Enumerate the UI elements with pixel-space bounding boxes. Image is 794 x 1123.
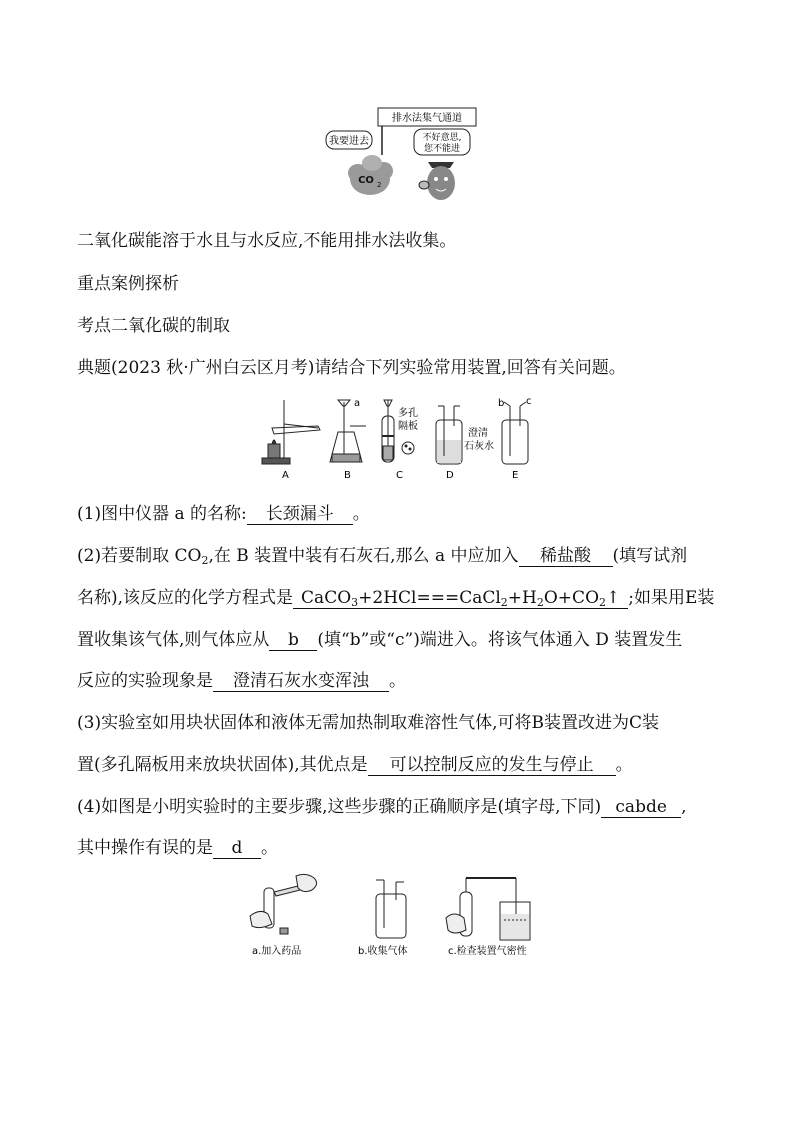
- apparatus-a: [262, 400, 320, 464]
- question-2-line-1: (2)若要制取 $CO_2$,在 B 装置中装有石灰石,那么 a 中应加入 稀盐酸 (填写试剂: [77, 546, 688, 567]
- question-3-line-1: (3)实验室如用块状固体和液体无需加热制取难溶性气体,可将B装置改进为C装: [77, 713, 659, 733]
- apparatus-e: [502, 402, 528, 464]
- apparatus-b: [330, 400, 366, 462]
- answer-blank: 可以控制反应的发生与停止: [368, 755, 616, 776]
- step-a-illustration: [250, 874, 317, 934]
- label-limewater-2: 石灰水: [464, 441, 494, 452]
- label-porous-1: 多孔: [398, 408, 418, 419]
- answer-blank: cabde: [601, 797, 681, 818]
- apparatus-d: [436, 406, 462, 464]
- heading-topic: 考点二氧化碳的制取: [77, 316, 230, 336]
- answer-blank: 长颈漏斗: [247, 504, 353, 525]
- question-3-line-2: 置(多孔隔板用来放块状固体),其优点是 可以控制反应的发生与停止 。: [77, 755, 633, 775]
- question-intro: 典题(2023 秋·广州白云区月考)请结合下列实验常用装置,回答有关问题。: [77, 358, 626, 378]
- cloud-label: CO: [358, 175, 374, 186]
- answer-blank-equation: $CaCO_3+2HCl===CaCl_2+H_2O+CO_2↑$: [293, 588, 628, 609]
- question-4-line-2: 其中操作有误的是 d 。: [77, 838, 278, 858]
- question-4-line-1: (4)如图是小明实验时的主要步骤,这些步骤的正确顺序是(填字母,下同) cabde ,: [77, 797, 687, 817]
- cloud-sub: 2: [377, 181, 382, 189]
- label-limewater-1: 澄清: [468, 428, 488, 439]
- steps-figure: [246, 868, 546, 960]
- label-port-b: b: [498, 398, 505, 409]
- question-2-line-2: 名称),该反应的化学方程式是 $CaCO_3+2HCl===CaCl_2+H_2O+CO_2↑$ ;如果用E装: [77, 588, 715, 609]
- heading-case-study: 重点案例探析: [77, 274, 179, 294]
- sign-text: 排水法集气通道: [392, 113, 462, 124]
- label-apparatus-c: C: [396, 470, 403, 481]
- step-c-caption: c.检查装置气密性: [448, 946, 527, 957]
- paragraph-co2-solubility: 二氧化碳能溶于水且与水反应,不能用排水法收集。: [77, 231, 457, 251]
- left-bubble-text: 我要进去: [329, 136, 369, 147]
- step-b-illustration: [376, 880, 406, 938]
- label-apparatus-e: E: [512, 470, 519, 481]
- water-guard-figure: [419, 162, 455, 200]
- label-port-c: c: [526, 396, 532, 407]
- right-bubble-line1: 不好意思,: [422, 133, 462, 143]
- answer-blank: 澄清石灰水变浑浊: [213, 671, 389, 692]
- step-b-caption: b.收集气体: [358, 946, 408, 957]
- answer-blank: b: [269, 630, 317, 651]
- label-porous-2: 隔板: [398, 421, 418, 432]
- question-2-line-3: 置收集该气体,则气体应从 b (填“b”或“c”)端进入。将该气体通入 D 装置发生: [77, 630, 683, 650]
- answer-blank: d: [213, 838, 261, 859]
- question-2-line-4: 反应的实验现象是 澄清石灰水变浑浊 。: [77, 671, 406, 691]
- label-apparatus-b: B: [344, 470, 351, 481]
- label-apparatus-d: D: [446, 470, 454, 481]
- step-c-illustration: [446, 878, 530, 940]
- label-funnel-a: a: [354, 398, 361, 409]
- right-bubble-line2: 您不能进: [423, 144, 461, 154]
- label-apparatus-a: A: [282, 470, 289, 481]
- co2-cartoon-illustration: [322, 105, 482, 205]
- question-1: (1)图中仪器 a 的名称: 长颈漏斗 。: [77, 504, 370, 524]
- step-a-caption: a.加入药品: [252, 946, 302, 957]
- apparatus-figure: [258, 396, 548, 484]
- answer-blank: 稀盐酸: [519, 546, 613, 567]
